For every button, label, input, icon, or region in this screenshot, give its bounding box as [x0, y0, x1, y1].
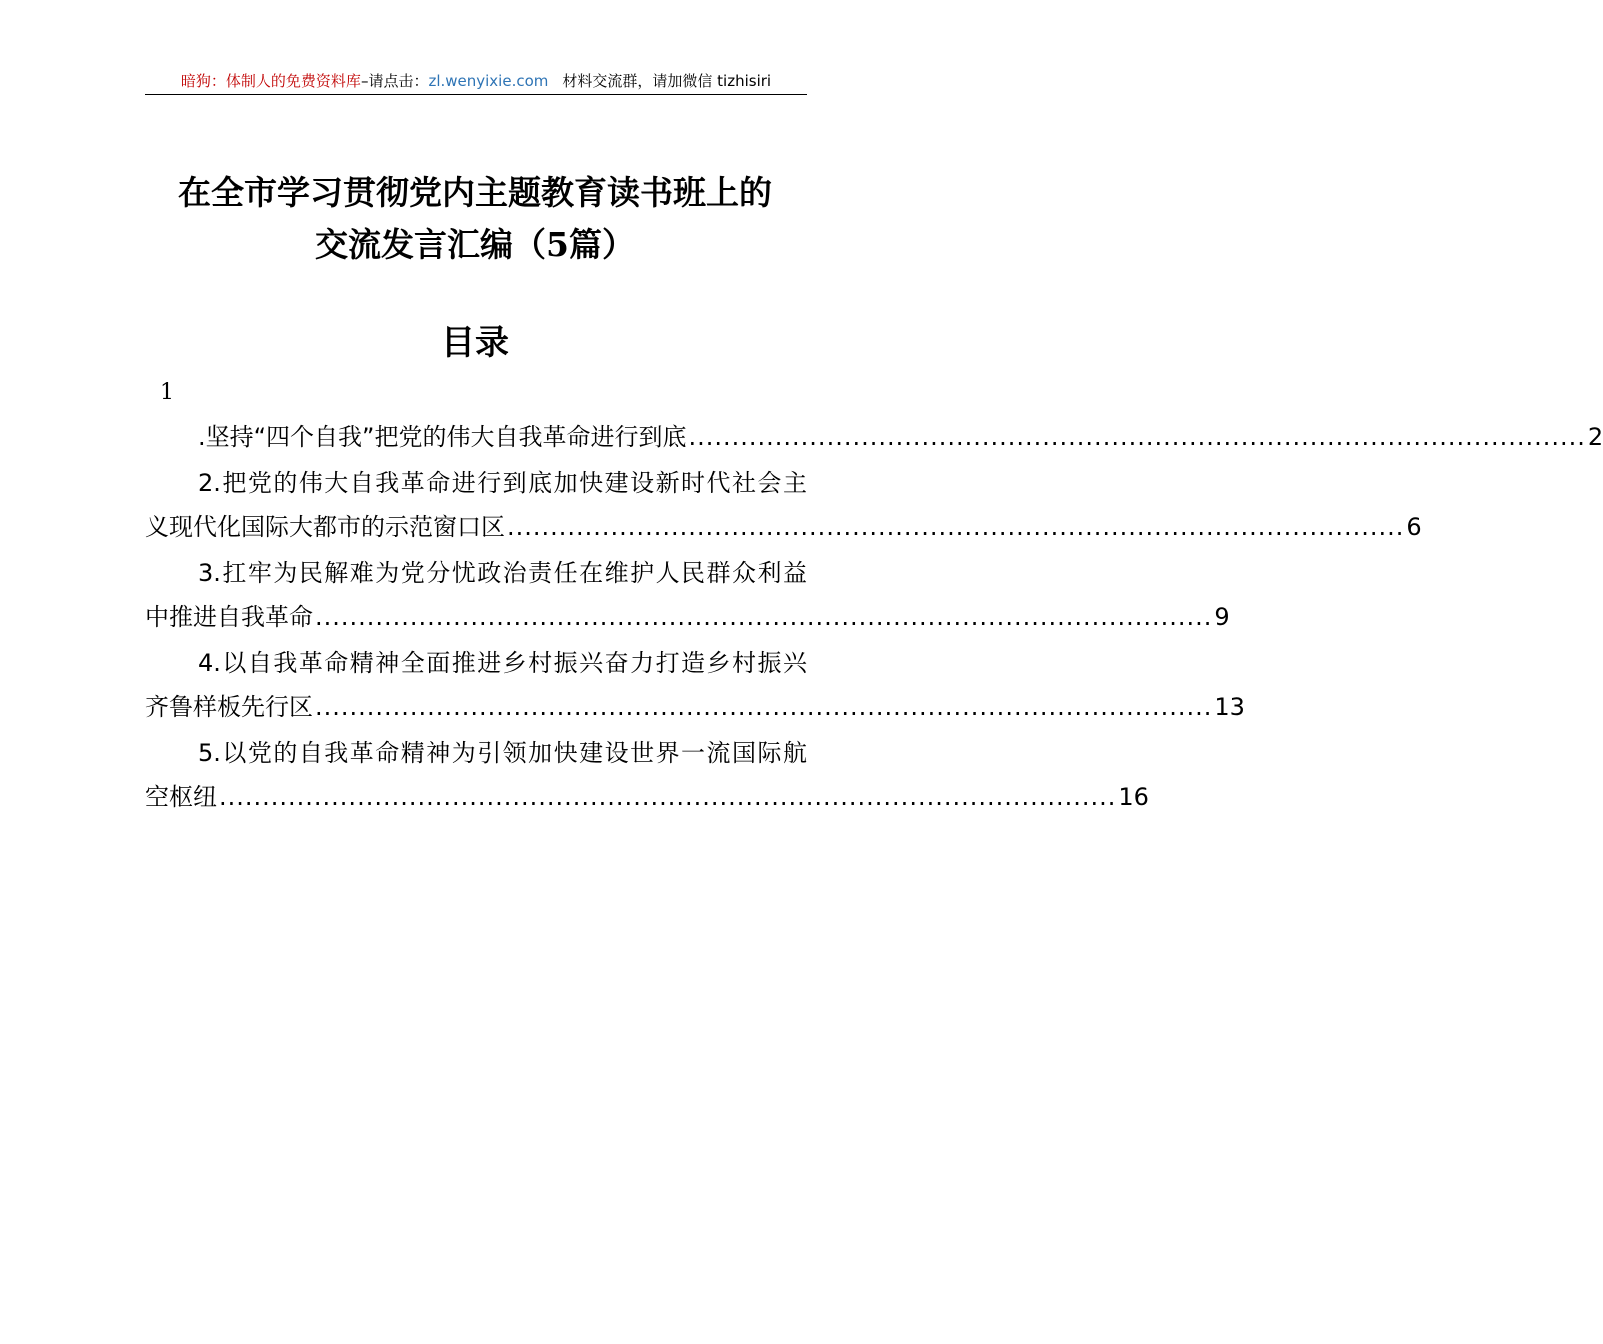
toc-item-2-text-1: 2.把党的伟大自我革命进行到底加快建设新时代社会主	[198, 469, 807, 497]
header-brand: 暗狗：体制人的免费资料库	[180, 72, 361, 90]
toc-item-2-page: 6	[1406, 513, 1422, 541]
toc-item-5-page: 16	[1118, 783, 1149, 811]
toc-item-4-page: 13	[1214, 693, 1245, 721]
header-wechat-note: 材料交流群，请加微信 tizhisiri	[562, 72, 772, 90]
toc-item-4-line-1[interactable]	[145, 641, 807, 685]
toc-item-3-page: 9	[1214, 603, 1230, 631]
toc-item-3-line-1[interactable]	[145, 551, 807, 595]
document-title-line-1: 在全市学习贯彻党内主题教育读书班上的	[178, 173, 772, 212]
toc-leader-dots: ........................................................................................................	[315, 603, 1213, 631]
toc-item-2-text-2: 义现代化国际大都市的示范窗口区	[145, 513, 505, 541]
toc-item-3-line-2[interactable]	[145, 595, 1230, 639]
header-url-link[interactable]: zl.wenyixie.com	[428, 72, 549, 90]
toc-item-3-text-2: 中推进自我革命	[145, 603, 313, 631]
toc-leader-dots: ........................................................................................................	[688, 423, 1586, 451]
header-click-prompt: –请点击：	[360, 72, 429, 90]
toc-item-5-line-1[interactable]	[145, 731, 807, 775]
toc-item-4-text-2: 齐鲁样板先行区	[145, 693, 313, 721]
toc-leader-dots: ........................................................................................................	[507, 513, 1405, 541]
page-header	[145, 70, 807, 95]
toc-item-4-line-2[interactable]	[145, 685, 1245, 729]
toc-item-4-text-1: 4.以自我革命精神全面推进乡村振兴奋力打造乡村振兴	[198, 649, 807, 677]
toc-item-5-text-2: 空枢纽	[145, 783, 217, 811]
toc-item-2-line-1[interactable]	[145, 461, 807, 505]
toc-item-1[interactable]	[145, 415, 1603, 459]
toc-item-5-line-2[interactable]	[145, 775, 1149, 819]
toc-leader-dots: ........................................................................................................	[315, 693, 1213, 721]
toc-item-3-text-1: 3.扛牢为民解难为党分忧政治责任在维护人民群众利益	[198, 559, 807, 587]
toc-item-5-text-1: 5.以党的自我革命精神为引领加快建设世界一流国际航	[198, 739, 807, 767]
toc-item-1-page: 2	[1587, 423, 1603, 451]
toc-heading: 目录	[441, 323, 509, 363]
document-title-line-2: 交流发言汇编（5篇）	[315, 225, 635, 264]
toc-item-1-text: .坚持“四个自我”把党的伟大自我革命进行到底	[198, 423, 687, 451]
stray-number: 1	[160, 380, 174, 405]
toc-item-2-line-2[interactable]	[145, 505, 1422, 549]
toc-leader-dots: ........................................................................................................	[219, 783, 1117, 811]
